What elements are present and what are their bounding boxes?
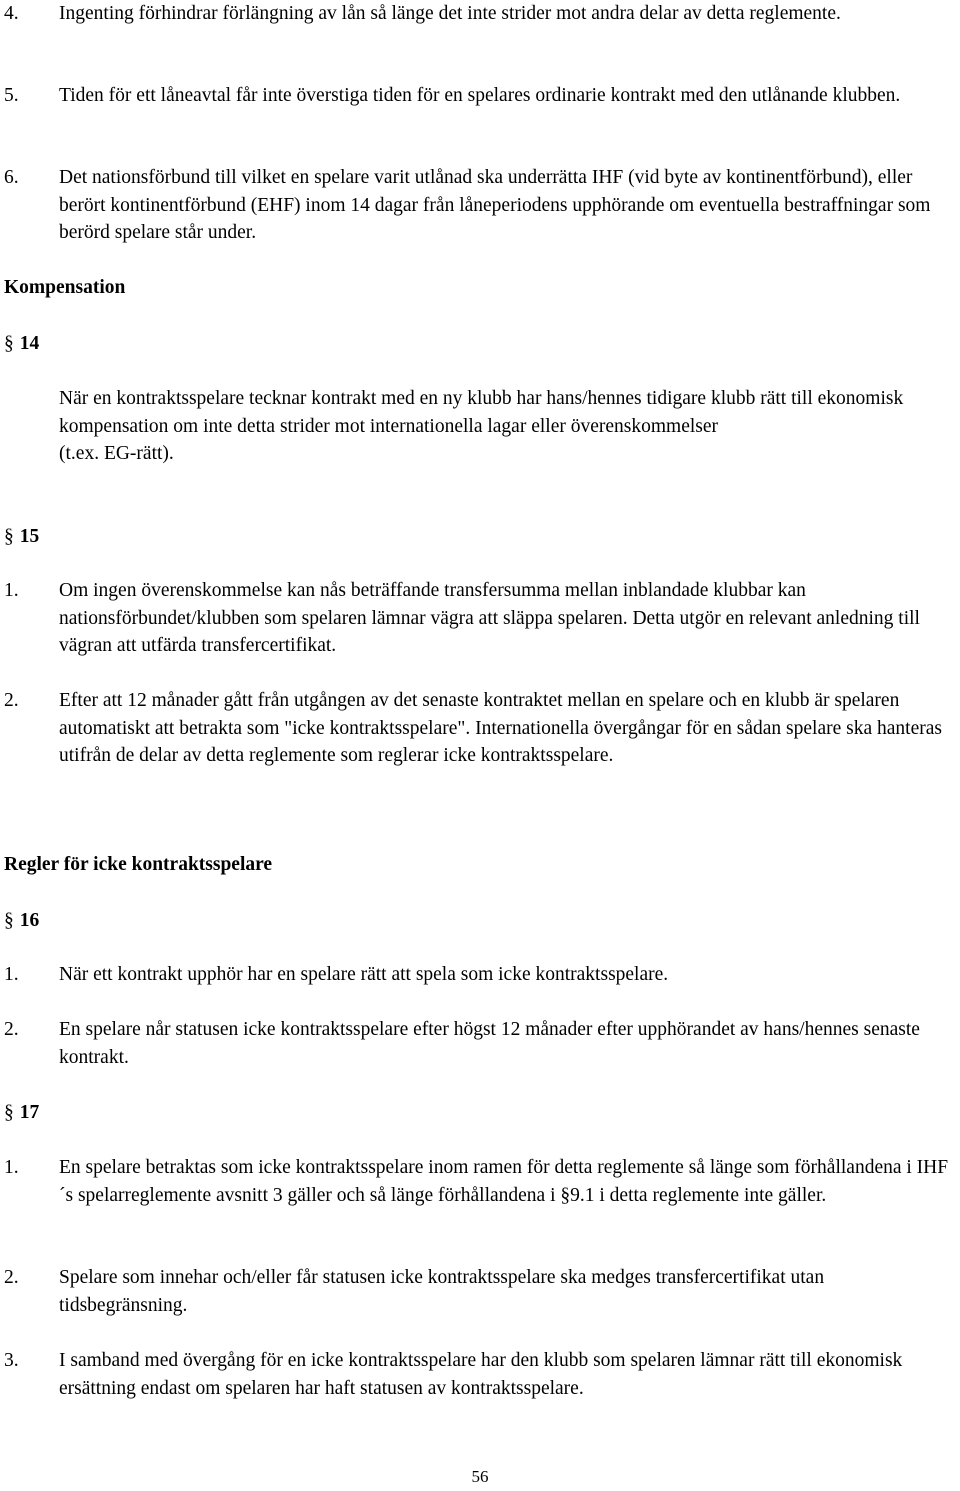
paragraph-line: (t.ex. EG-rätt). xyxy=(59,443,174,464)
list-item xyxy=(0,164,955,247)
list-item xyxy=(0,961,955,989)
item-number: 4. xyxy=(4,3,19,24)
item-number: 2. xyxy=(4,1267,19,1288)
section-heading-regler: Regler för icke kontraktsspelare xyxy=(4,854,273,875)
section-15-label xyxy=(4,523,39,551)
section-number: 15 xyxy=(19,526,40,547)
list-item xyxy=(0,82,955,110)
item-text: Efter att 12 månader gått från utgången av det senaste kontraktet mellan en spelare och en klubb är spelaren automatiskt att betrakta som "icke kontraktsspelare". Internationella övergångar för en sådan spelare ska hanteras utifrån de delar av detta reglemente som reglerar icke kontraktsspelare. xyxy=(59,690,942,766)
section-number: 14 xyxy=(19,333,40,354)
list-item xyxy=(0,577,955,660)
item-number: 5. xyxy=(4,85,19,106)
item-number: 1. xyxy=(4,964,19,985)
item-text: En spelare betraktas som icke kontraktsspelare inom ramen för detta reglemente så länge som förhållandena i IHF´s spelarreglemente avsnitt 3 gäller och så länge förhållandena i §9.1 i detta reglemente inte gäller. xyxy=(59,1157,949,1206)
item-text: Spelare som innehar och/eller får statusen icke kontraktsspelare ska medges transfercertifikat utan tidsbegränsning. xyxy=(59,1267,825,1316)
list-item xyxy=(0,1154,955,1209)
item-number: 2. xyxy=(4,690,19,711)
item-number: 3. xyxy=(4,1350,19,1371)
item-text: Det nationsförbund till vilket en spelare varit utlånad ska underrätta IHF (vid byte av kontinentförbund), eller berört kontinentförbund (EHF) inom 14 dagar från låneperiodens upphörande om eventuella bestraffningar som berörd spelare står under. xyxy=(59,167,931,243)
item-text: En spelare når statusen icke kontraktsspelare efter högst 12 månader efter upphörandet av hans/hennes senaste kontrakt. xyxy=(59,1019,920,1068)
item-text: I samband med övergång för en icke kontraktsspelare har den klubb som spelaren lämnar rätt till ekonomisk ersättning endast om spelaren har haft statusen av kontraktsspelare. xyxy=(59,1350,903,1399)
section-16-label xyxy=(4,907,39,935)
section-heading-kompensation: Kompensation xyxy=(4,277,126,298)
list-item xyxy=(0,1016,955,1071)
item-number: 6. xyxy=(4,167,19,188)
item-text: Om ingen överenskommelse kan nås beträffande transfersumma mellan inblandade klubbar kan nationsförbundet/klubben som spelaren lämnar vägra att släppa spelaren. Detta utgör en relevant anledning till vägran att utfärda transfercertifikat. xyxy=(59,580,920,656)
section-14-text xyxy=(59,385,954,468)
section-symbol: § xyxy=(4,1102,14,1123)
section-14-label xyxy=(4,330,39,358)
section-17-label xyxy=(4,1099,39,1127)
item-text: Ingenting förhindrar förlängning av lån så länge det inte strider mot andra delar av detta reglemente. xyxy=(59,3,841,24)
section-number: 17 xyxy=(19,1102,40,1123)
item-number: 2. xyxy=(4,1019,19,1040)
section-symbol: § xyxy=(4,333,14,354)
item-text: När ett kontrakt upphör har en spelare rätt att spela som icke kontraktsspelare. xyxy=(59,964,669,985)
section-symbol: § xyxy=(4,526,14,547)
paragraph-line: När en kontraktsspelare tecknar kontrakt med en ny klubb har hans/hennes tidigare klubb rätt till ekonomisk kompensation om inte detta strider mot internationella lagar eller överenskommelser xyxy=(59,388,904,437)
item-number: 1. xyxy=(4,1157,19,1178)
item-number: 1. xyxy=(4,580,19,601)
section-symbol: § xyxy=(4,910,14,931)
item-text: Tiden för ett låneavtal får inte överstiga tiden för en spelares ordinarie kontrakt med den utlånande klubben. xyxy=(59,85,901,106)
list-item xyxy=(0,687,955,770)
list-item xyxy=(0,0,955,28)
list-item xyxy=(0,1347,955,1402)
page-number: 56 xyxy=(471,1467,489,1486)
section-number: 16 xyxy=(19,910,40,931)
list-item xyxy=(0,1264,955,1319)
